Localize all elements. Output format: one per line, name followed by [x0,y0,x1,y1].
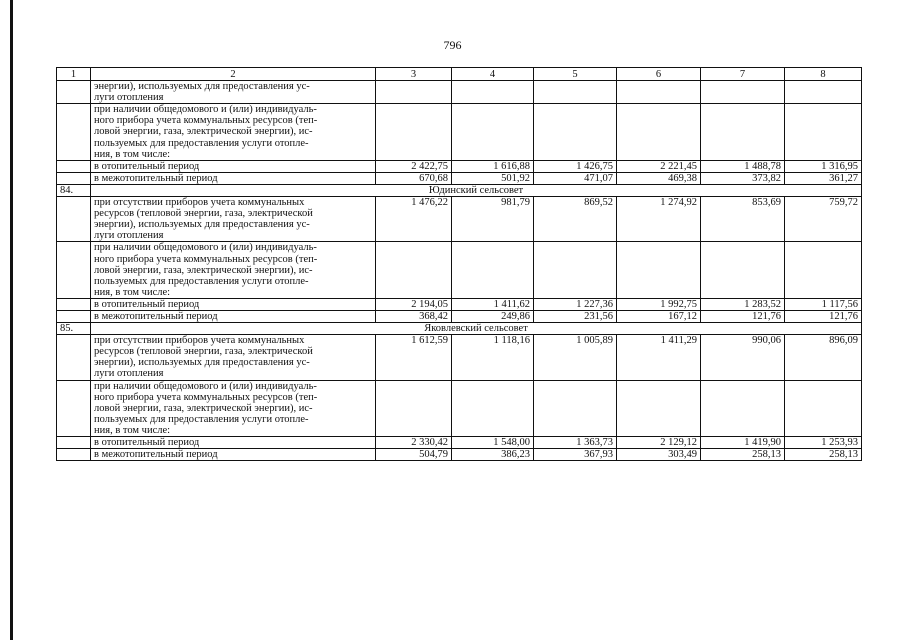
description-line: при наличии общедомового и (или) индивидуаль- [94,380,317,392]
description-line: в межотопительный период [94,449,218,461]
description-line: ния, в том числе: [94,286,171,298]
value-cell-col-5 [534,242,617,298]
value-cell-col-7: 373,82 [701,172,785,184]
value-cell-col-8: 258,13 [785,449,862,461]
header-cell: 5 [534,68,617,81]
value-cell-col-7 [701,81,785,104]
value-cell-col-6: 1 274,92 [617,197,701,242]
value-cell-col-6: 1 992,75 [617,298,701,310]
value-cell-col-5: 1 363,73 [534,437,617,449]
description-cell [91,172,376,184]
value-cell-col-6 [617,81,701,104]
value-cell-col-3: 368,42 [376,310,452,322]
row-number-cell [57,335,91,380]
value-cell-col-3: 504,79 [376,449,452,461]
value-cell-col-3: 670,68 [376,172,452,184]
value-cell-col-3 [376,81,452,104]
description-cell [91,242,376,298]
value-cell-col-7: 990,06 [701,335,785,380]
row-number-cell [57,298,91,310]
value-cell-col-6: 167,12 [617,310,701,322]
value-cell-col-8: 1 253,93 [785,437,862,449]
description-cell [91,449,376,461]
value-cell-col-5 [534,380,617,436]
value-cell-col-4: 1 411,62 [452,298,534,310]
description-line: ловой энергии, газа, электрической энергии), ис- [94,126,313,138]
table-row [57,449,862,461]
header-cell: 3 [376,68,452,81]
table-row [57,104,862,160]
description-line: ресурсов (тепловой энергии, газа, электрической [94,346,313,358]
tariff-table [56,67,862,461]
value-cell-col-7: 121,76 [701,310,785,322]
value-cell-col-7: 853,69 [701,197,785,242]
row-number-cell [57,197,91,242]
value-cell-col-8: 1 316,95 [785,160,862,172]
value-cell-col-8: 896,09 [785,335,862,380]
description-line: луги отопления [94,230,164,242]
value-cell-col-6: 469,38 [617,172,701,184]
value-cell-col-5: 869,52 [534,197,617,242]
description-line: при отсутствии приборов учета коммунальных [94,335,305,347]
description-line: энергии), используемых для предоставления ус- [94,219,310,231]
value-cell-col-3: 1 612,59 [376,335,452,380]
table-row [57,81,862,104]
table-row [57,380,862,436]
value-cell-col-7: 1 283,52 [701,298,785,310]
value-cell-col-8: 121,76 [785,310,862,322]
group-title: Яковлевский сельсовет [91,323,862,335]
value-cell-col-4 [452,104,534,160]
description-line: ресурсов (тепловой энергии, газа, электрической [94,208,313,220]
value-cell-col-7: 258,13 [701,449,785,461]
value-cell-col-5: 1 005,89 [534,335,617,380]
value-cell-col-4 [452,380,534,436]
value-cell-col-5 [534,81,617,104]
value-cell-col-4: 1 118,16 [452,335,534,380]
value-cell-col-7: 1 488,78 [701,160,785,172]
value-cell-col-4: 249,86 [452,310,534,322]
value-cell-col-8: 759,72 [785,197,862,242]
value-cell-col-3: 2 422,75 [376,160,452,172]
value-cell-col-8 [785,81,862,104]
value-cell-col-5: 1 426,75 [534,160,617,172]
description-line: в межотопительный период [94,172,218,184]
header-cell: 4 [452,68,534,81]
row-number-cell [57,449,91,461]
description-line: при наличии общедомового и (или) индивидуаль- [94,104,317,116]
value-cell-col-8 [785,242,862,298]
table-row [57,160,862,172]
value-cell-col-7: 1 419,90 [701,437,785,449]
value-cell-col-8: 1 117,56 [785,298,862,310]
value-cell-col-3 [376,242,452,298]
value-cell-col-7 [701,104,785,160]
value-cell-col-3: 1 476,22 [376,197,452,242]
value-cell-col-5: 471,07 [534,172,617,184]
value-cell-col-3 [376,380,452,436]
value-cell-col-3: 2 330,42 [376,437,452,449]
page-number: 796 [443,38,462,52]
value-cell-col-8 [785,380,862,436]
description-line: в межотопительный период [94,310,218,322]
row-number-cell [57,437,91,449]
description-line: в отопительный период [94,437,200,448]
group-number: 85. [57,323,91,335]
header-cell: 2 [91,68,376,81]
row-number-cell [57,160,91,172]
value-cell-col-4: 1 616,88 [452,160,534,172]
row-number-cell [57,104,91,160]
value-cell-col-8: 361,27 [785,172,862,184]
group-row [57,323,862,335]
description-line: при наличии общедомового и (или) индивидуаль- [94,242,317,254]
description-line: луги отопления [94,368,164,380]
value-cell-col-4: 386,23 [452,449,534,461]
value-cell-col-4: 981,79 [452,197,534,242]
description-line: ного прибора учета коммунальных ресурсов (теп- [94,391,318,403]
description-line: в отопительный период [94,298,200,310]
header-cell: 7 [701,68,785,81]
value-cell-col-7 [701,242,785,298]
description-cell [91,104,376,160]
value-cell-col-5: 367,93 [534,449,617,461]
value-cell-col-6 [617,380,701,436]
table-row [57,172,862,184]
group-number: 84. [57,184,91,196]
value-cell-col-4: 1 548,00 [452,437,534,449]
value-cell-col-3 [376,104,452,160]
value-cell-col-6 [617,104,701,160]
group-row [57,184,862,196]
description-cell [91,160,376,172]
value-cell-col-6: 2 221,45 [617,160,701,172]
table-row [57,335,862,380]
row-number-cell [57,81,91,104]
description-line: ловой энергии, газа, электрической энергии), ис- [94,264,313,276]
description-cell [91,298,376,310]
value-cell-col-5: 231,56 [534,310,617,322]
header-row [57,68,862,81]
description-line: пользуемых для предоставления услуги отопле- [94,413,309,425]
header-cell: 8 [785,68,862,81]
row-number-cell [57,380,91,436]
description-line: ного прибора учета коммунальных ресурсов (теп- [94,253,318,265]
description-line: ного прибора учета коммунальных ресурсов (теп- [94,115,318,127]
description-cell [91,310,376,322]
table-row [57,242,862,298]
description-cell [91,437,376,449]
description-cell [91,335,376,380]
value-cell-col-3: 2 194,05 [376,298,452,310]
description-cell [91,380,376,436]
table-row [57,197,862,242]
row-number-cell [57,242,91,298]
header-cell: 6 [617,68,701,81]
table-body [57,81,862,461]
description-line: ловой энергии, газа, электрической энергии), ис- [94,402,313,414]
value-cell-col-5 [534,104,617,160]
value-cell-col-6: 1 411,29 [617,335,701,380]
value-cell-col-4 [452,242,534,298]
table-row [57,310,862,322]
binding-edge-line [10,0,13,640]
description-line: энергии), используемых для предоставления ус- [94,357,310,369]
value-cell-col-4: 501,92 [452,172,534,184]
value-cell-col-6 [617,242,701,298]
value-cell-col-5: 1 227,36 [534,298,617,310]
description-line: пользуемых для предоставления услуги отопле- [94,275,309,287]
description-line: в отопительный период [94,160,200,172]
description-cell [91,81,376,104]
description-line: энергии), используемых для предоставления ус- [94,81,310,93]
table-row [57,437,862,449]
value-cell-col-6: 303,49 [617,449,701,461]
description-cell [91,197,376,242]
description-line: пользуемых для предоставления услуги отопле- [94,137,309,149]
row-number-cell [57,310,91,322]
header-cell: 1 [57,68,91,81]
description-line: ния, в том числе: [94,424,171,436]
description-line: ния, в том числе: [94,148,171,160]
value-cell-col-6: 2 129,12 [617,437,701,449]
group-title: Юдинский сельсовет [91,184,862,196]
value-cell-col-8 [785,104,862,160]
table-row [57,298,862,310]
row-number-cell [57,172,91,184]
value-cell-col-4 [452,81,534,104]
description-line: луги отопления [94,92,164,104]
value-cell-col-7 [701,380,785,436]
description-line: при отсутствии приборов учета коммунальных [94,197,305,209]
